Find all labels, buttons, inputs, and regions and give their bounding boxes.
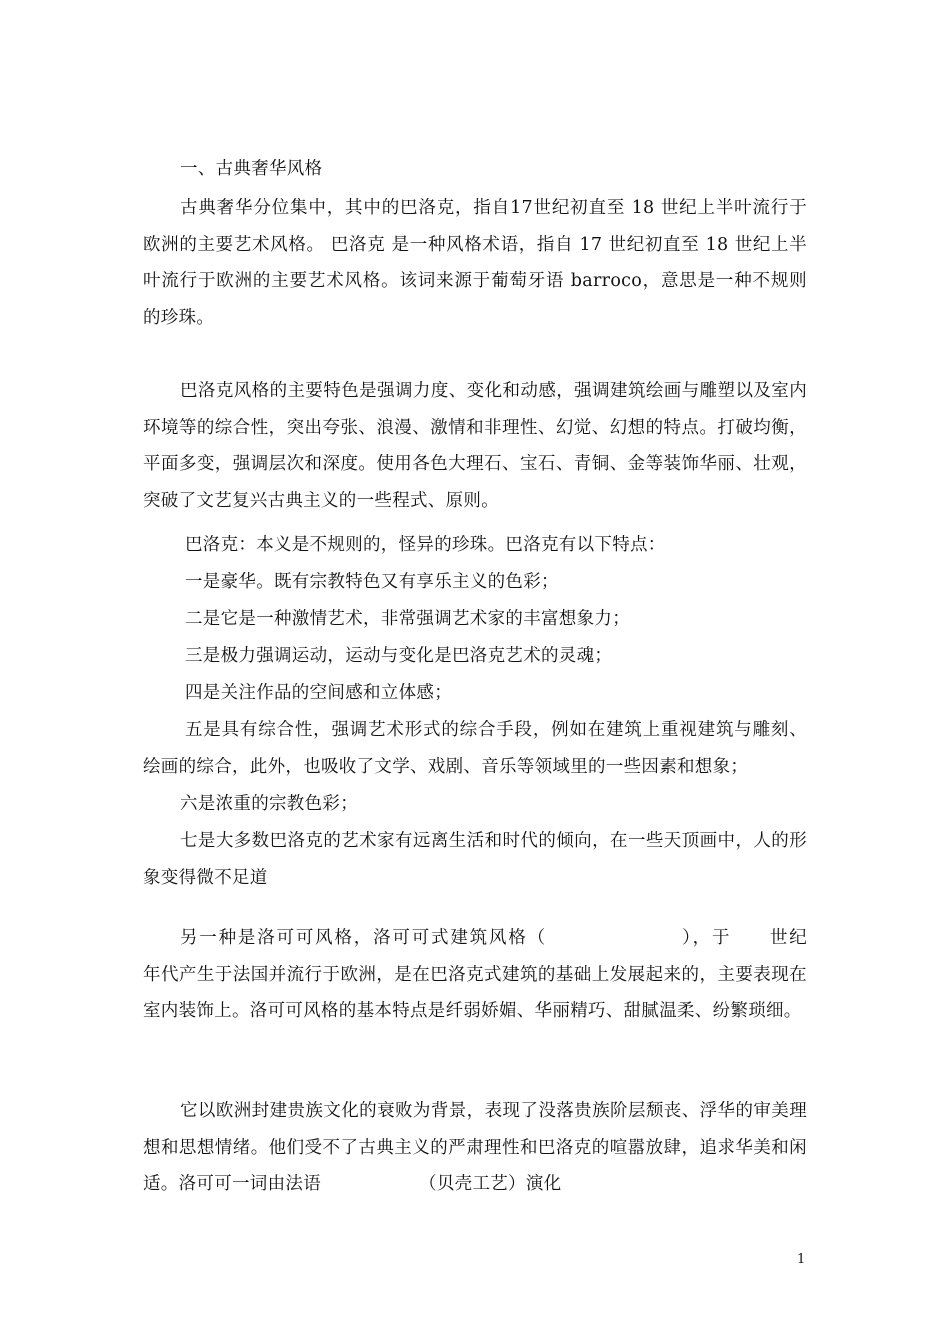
paragraph-rococo-intro: 另一种是洛可可风格，洛可可式建筑风格（ ），于 世纪 年代产生于法国并流行于欧洲，是在巴洛克式建筑的基础上发展起来的，主要表现在室内装饰上。洛可可风格的基本特点是纤弱娇媚、华丽精巧、甜腻温柔、纷繁琐细。 <box>143 928 879 1021</box>
paragraph-rococo-background: 它以欧洲封建贵族文化的衰败为背景，表现了没落贵族阶层颓丧、浮华的审美理想和思想情绪。他们受不了古典主义的严肃理性和巴洛克的喧嚣放肆，追求华美和闲适。洛可可一词由法语 （贝壳工艺）演化 <box>143 1101 807 1194</box>
paragraph-baroque-intro: 古典奢华分位集中，其中的巴洛克，指自17世纪初直至 18 世纪上半叶流行于欧洲的主要艺术风格。 巴洛克 是一种风格术语，指自 17 世纪初直至 18 世纪上半叶流行于欧洲的主要艺术风格。该词来源于葡萄牙语 barroco，意思是一种不规则的珍珠。 <box>143 198 807 328</box>
list-item-7: 七是大多数巴洛克的艺术家有远离生活和时代的倾向，在一些天顶画中，人的形象变得微不足道 <box>143 831 807 888</box>
list-item-2: 二是它是一种激情艺术，非常强调艺术家的丰富想象力； <box>185 609 630 629</box>
list-item-5: 五是具有综合性，强调艺术形式的综合手段，例如在建筑上重视建筑与雕刻、绘画的综合，此外，也吸收了文学、戏剧、音乐等领域里的一些因素和想象； <box>143 720 807 777</box>
page-number: 1 <box>797 1252 806 1267</box>
list-item-1: 一是豪华。既有宗教特色又有享乐主义的色彩； <box>185 572 559 592</box>
list-item-3: 三是极力强调运动，运动与变化是巴洛克艺术的灵魂； <box>185 646 613 666</box>
section-heading: 一、古典奢华风格 <box>180 159 323 179</box>
paragraph-baroque-definition: 巴洛克：本义是不规则的，怪异的珍珠。巴洛克有以下特点： <box>185 535 666 555</box>
list-item-4: 四是关注作品的空间感和立体感； <box>185 683 452 703</box>
paragraph-baroque-features: 巴洛克风格的主要特色是强调力度、变化和动感，强调建筑绘画与雕塑以及室内环境等的综合性，突出夸张、浪漫、激情和非理性、幻觉、幻想的特点。打破均衡，平面多变，强调层次和深度。使用各色大理石、宝石、青铜、金等装饰华丽、壮观，突破了文艺复兴古典主义的一些程式、原则。 <box>143 381 807 511</box>
list-item-6: 六是浓重的宗教色彩； <box>180 794 358 814</box>
